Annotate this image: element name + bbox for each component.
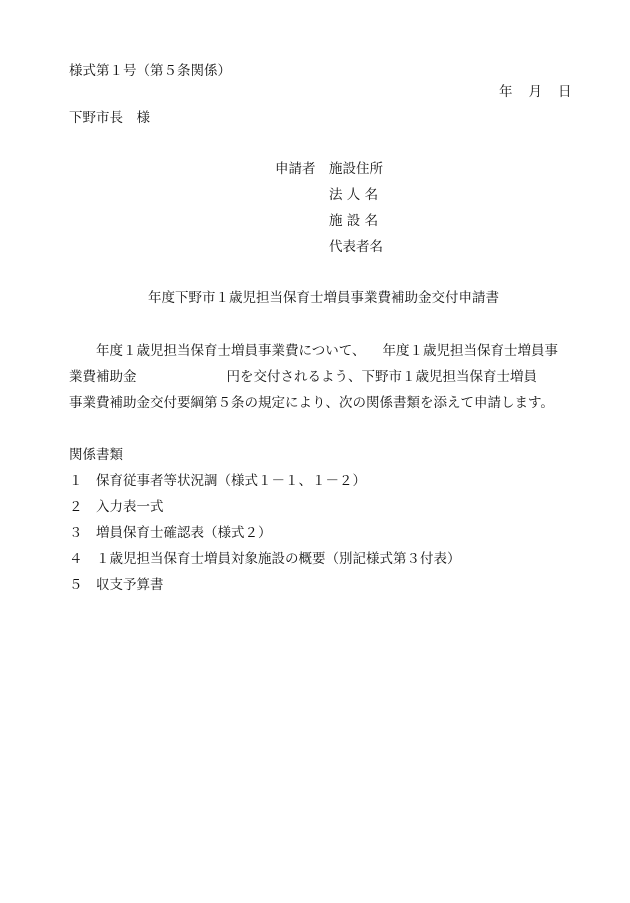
body-line-1-part-2: 年度１歳児担当保育士増員事 (382, 343, 558, 359)
date-line (499, 86, 572, 100)
document-item (69, 501, 164, 515)
applicant-label: 申請者 (275, 161, 316, 177)
date-day: 日 (558, 84, 572, 100)
document-item-number: １ (69, 473, 83, 489)
body-line-2 (69, 371, 537, 385)
document-item-number: ４ (69, 551, 83, 567)
documents-heading: 関係書類 (69, 447, 123, 463)
document-item-text: 入力表一式 (96, 499, 164, 515)
body-line-1 (96, 345, 558, 359)
form-number: 様式第１号（第５条関係） (69, 63, 231, 79)
document-item (69, 475, 366, 489)
document-item-number: ５ (69, 577, 83, 593)
document-item (69, 579, 164, 593)
body-line-1-part-1: 年度１歳児担当保育士増員事業費について、 (96, 343, 366, 359)
document-item-text: 増員保育士確認表（様式２） (96, 525, 272, 541)
facility-name-label: 施 設 名 (329, 213, 379, 229)
document-item-text: 収支予算書 (96, 577, 164, 593)
document-title: 年度下野市１歳児担当保育士増員事業費補助金交付申請書 (148, 290, 499, 306)
addressee: 下野市長 様 (69, 110, 150, 126)
date-month: 月 (528, 84, 542, 100)
facility-address-label: 施設住所 (329, 161, 383, 177)
representative-name-label: 代表者名 (329, 239, 383, 255)
document-item-number: ３ (69, 525, 83, 541)
document-item (69, 527, 272, 541)
body-line-2-part-2: 円を交付されるよう、下野市１歳児担当保育士増員 (226, 369, 537, 385)
document-item-number: ２ (69, 499, 83, 515)
body-line-2-part-1: 業費補助金 (69, 369, 137, 385)
corporation-name-label: 法 人 名 (329, 187, 379, 203)
body-line-3: 事業費補助金交付要綱第５条の規定により、次の関係書類を添えて申請します。 (69, 395, 554, 411)
document-item-text: １歳児担当保育士増員対象施設の概要（別記様式第３付表） (96, 551, 461, 567)
document-item (69, 553, 461, 567)
date-year: 年 (499, 84, 513, 100)
document-item-text: 保育従事者等状況調（様式１－１、１－２） (96, 473, 366, 489)
